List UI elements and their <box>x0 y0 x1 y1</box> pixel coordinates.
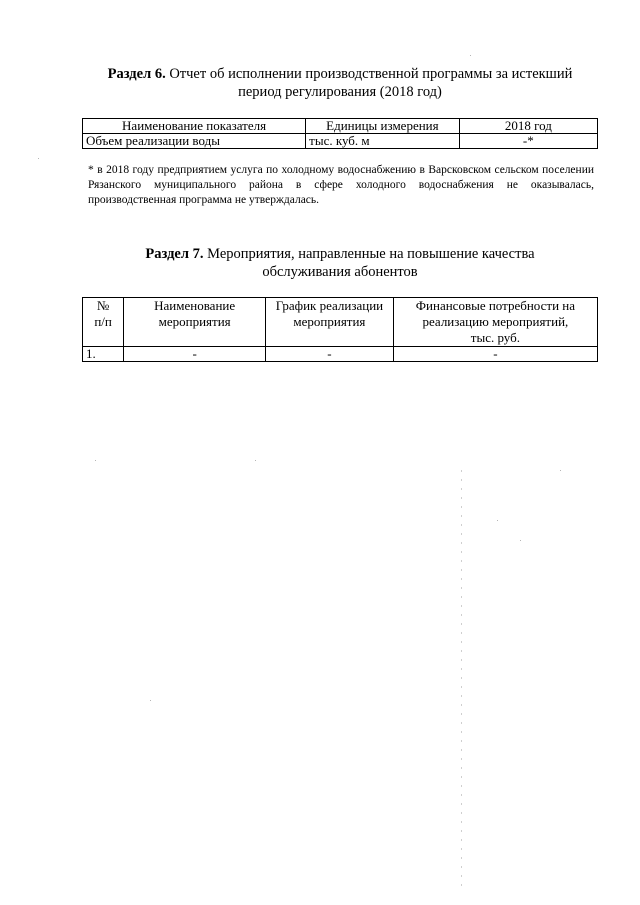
footnote: * в 2018 году предприятием услуга по холодному водоснабжению в Варсковском сельском поселении Рязанского муниципального района в сфере холодного водоснабжения не оказывалась, производственная программа не утверждалась. <box>88 164 594 206</box>
header-financial-needs-line-1: Финансовые потребности на <box>415 298 576 313</box>
header-indicator-name: Наименование показателя <box>83 119 306 134</box>
cell-units: тыс. куб. м <box>306 134 459 149</box>
section-7-title-text: Мероприятия, направленные на повышение качества <box>207 246 535 262</box>
table-row <box>83 134 598 149</box>
cell-financial: - <box>393 347 597 362</box>
cell-measure: - <box>124 347 266 362</box>
section-6-title-line-1 <box>80 65 600 83</box>
section-6-title-text: Отчет об исполнении производственной программы за истекший <box>169 66 573 82</box>
production-report-table <box>82 118 598 149</box>
cell-schedule: - <box>266 347 394 362</box>
header-schedule-line-2: мероприятия <box>293 314 366 329</box>
section-7-title-line-2: обслуживания абонентов <box>262 264 418 280</box>
scan-speck <box>560 470 561 471</box>
scan-artifact-line <box>461 470 462 890</box>
scan-speck <box>255 460 256 461</box>
header-units: Единицы измерения <box>306 119 459 134</box>
section-6-heading <box>80 65 600 101</box>
section-7-label: Раздел 7. <box>145 246 204 262</box>
table-header-row <box>83 298 598 347</box>
scan-speck <box>95 460 96 461</box>
cell-indicator: Объем реализации воды <box>83 134 306 149</box>
table-header-row <box>83 119 598 134</box>
header-financial-needs <box>393 298 597 347</box>
cell-value: -* <box>459 134 597 149</box>
measures-table <box>82 297 598 362</box>
header-schedule <box>266 298 394 347</box>
header-number-line-2: п/п <box>94 314 112 329</box>
header-financial-needs-line-3: тыс. руб. <box>470 330 520 345</box>
header-financial-needs-line-2: реализацию мероприятий, <box>422 314 569 329</box>
header-year: 2018 год <box>459 119 597 134</box>
section-6-title-line-2: период регулирования (2018 год) <box>238 84 442 100</box>
header-schedule-line-1: График реализации <box>275 298 384 313</box>
header-measure-name-line-1: Наименование <box>154 298 236 313</box>
table-row <box>83 347 598 362</box>
scan-speck <box>520 540 521 541</box>
scan-speck <box>470 55 471 56</box>
cell-number: 1. <box>83 347 124 362</box>
header-number-line-1: № <box>96 298 110 313</box>
section-6-label: Раздел 6. <box>107 66 166 82</box>
scan-speck <box>150 700 151 701</box>
scan-speck <box>497 520 498 521</box>
scan-speck <box>38 158 39 159</box>
section-7-heading <box>80 245 600 281</box>
header-number <box>83 298 124 347</box>
header-measure-name-line-2: мероприятия <box>158 314 231 329</box>
header-measure-name <box>124 298 266 347</box>
section-7-title-line-1 <box>80 245 600 263</box>
